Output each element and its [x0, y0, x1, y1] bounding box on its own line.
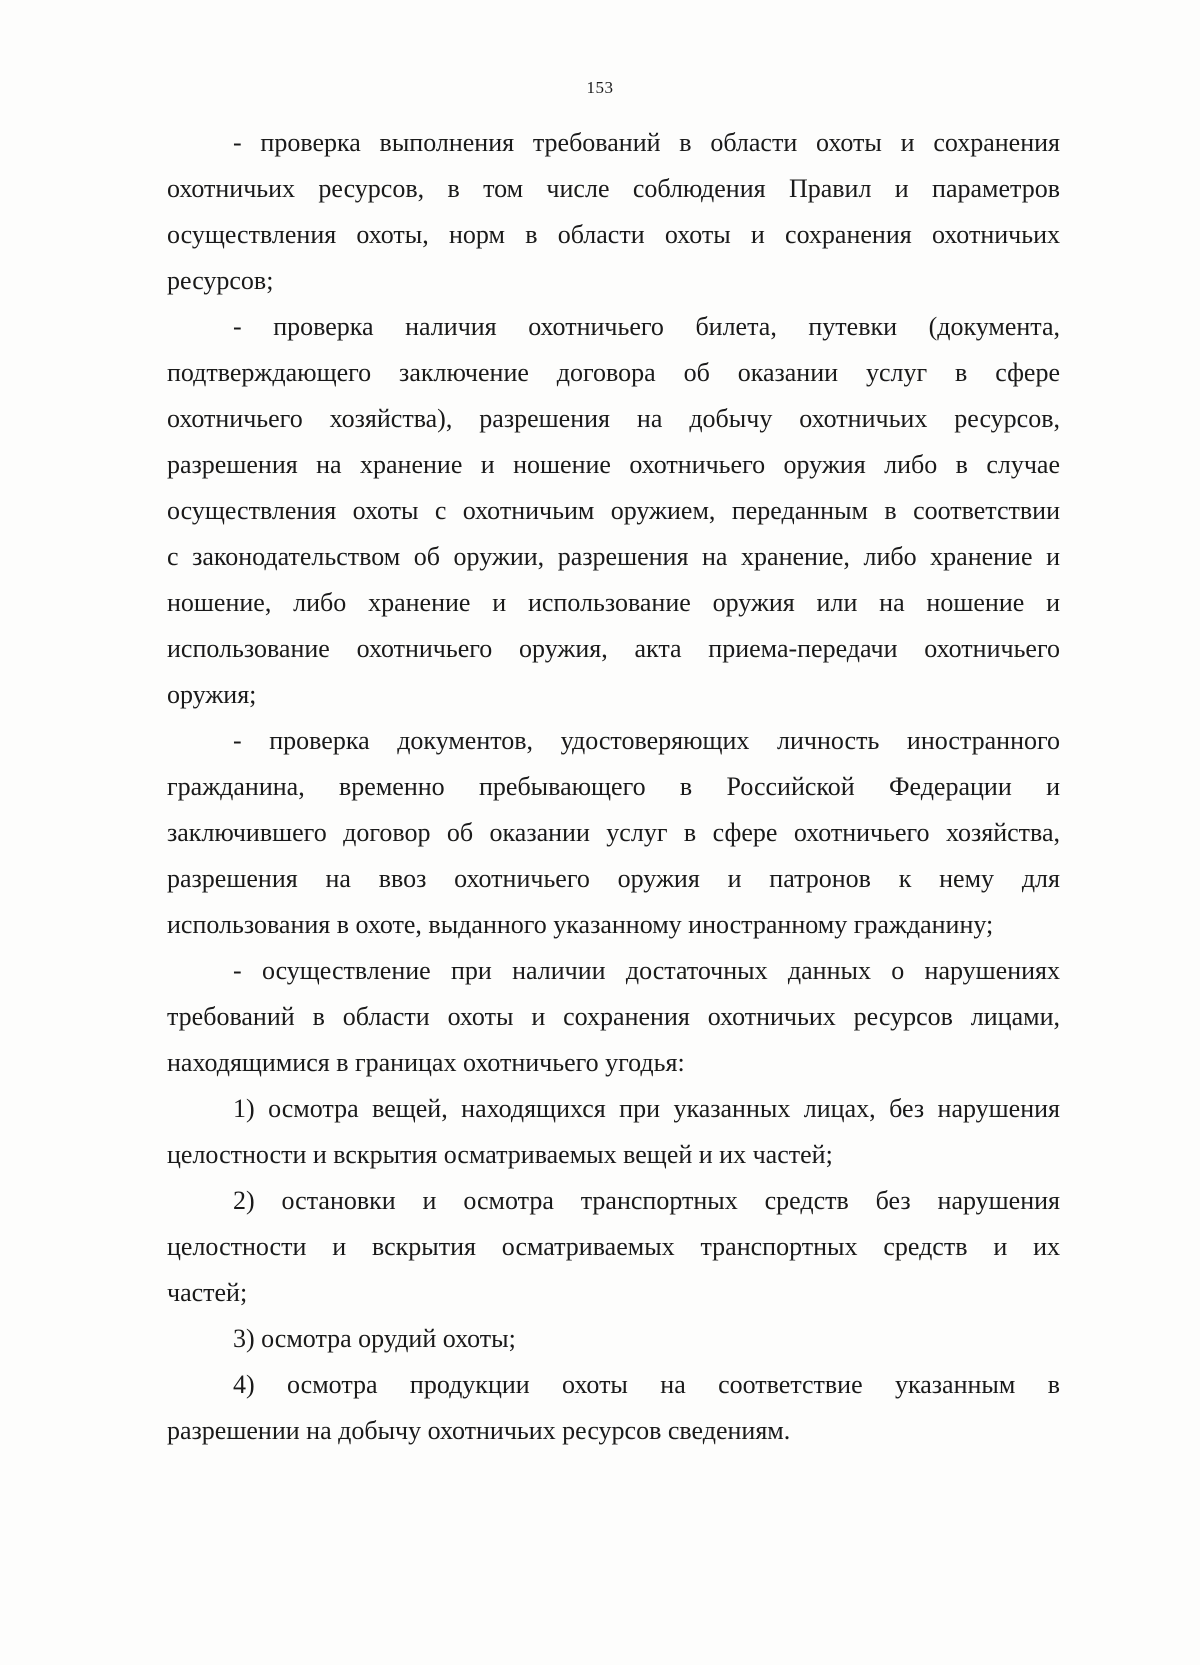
text-line: ресурсов;: [167, 266, 274, 295]
text-line: использования в охоте, выданного указанному иностранному гражданину;: [167, 910, 994, 939]
text-line: ношение, либо хранение и использование оружия или на ношение и: [167, 588, 1060, 617]
text-line: с законодательством об оружии, разрешения на хранение, либо хранение и: [167, 542, 1060, 571]
text-line: требований в области охоты и сохранения охотничьих ресурсов лицами,: [167, 1002, 1060, 1031]
text-line: находящимися в границах охотничьего угодья:: [167, 1048, 685, 1077]
text-line: - проверка выполнения требований в области охоты и сохранения: [233, 128, 1060, 157]
text-line: 3) осмотра орудий охоты;: [233, 1324, 516, 1353]
page-number: 153: [586, 78, 614, 97]
text-line: осуществления охоты, норм в области охоты и сохранения охотничьих: [167, 220, 1060, 249]
text-line: целостности и вскрытия осматриваемых транспортных средств и их: [167, 1232, 1060, 1261]
text-line: заключившего договор об оказании услуг в сфере охотничьего хозяйства,: [167, 818, 1060, 847]
text-line: гражданина, временно пребывающего в Российской Федерации и: [167, 772, 1060, 801]
text-line: 4) осмотра продукции охоты на соответствие указанным в: [233, 1370, 1060, 1399]
text-line: 1) осмотра вещей, находящихся при указанных лицах, без нарушения: [233, 1094, 1060, 1123]
text-line: подтверждающего заключение договора об оказании услуг в сфере: [167, 358, 1060, 387]
text-line: разрешения на ввоз охотничьего оружия и патронов к нему для: [167, 864, 1060, 893]
text-line: частей;: [167, 1278, 248, 1307]
text-line: осуществления охоты с охотничьим оружием, переданным в соответствии: [167, 496, 1060, 525]
text-line: - проверка документов, удостоверяющих личность иностранного: [233, 726, 1060, 755]
text-line: - осуществление при наличии достаточных данных о нарушениях: [233, 956, 1060, 985]
text-line: использование охотничьего оружия, акта приема-передачи охотничьего: [167, 634, 1060, 663]
text-line: разрешении на добычу охотничьих ресурсов сведениям.: [167, 1416, 791, 1445]
text-line: - проверка наличия охотничьего билета, путевки (документа,: [233, 312, 1060, 341]
text-line: целостности и вскрытия осматриваемых вещей и их частей;: [167, 1140, 833, 1169]
text-line: охотничьего хозяйства), разрешения на добычу охотничьих ресурсов,: [167, 404, 1060, 433]
text-line: оружия;: [167, 680, 257, 709]
text-line: охотничьих ресурсов, в том числе соблюдения Правил и параметров: [167, 174, 1060, 203]
text-line: разрешения на хранение и ношение охотничьего оружия либо в случае: [167, 450, 1060, 479]
text-line: 2) остановки и осмотра транспортных средств без нарушения: [233, 1186, 1060, 1215]
